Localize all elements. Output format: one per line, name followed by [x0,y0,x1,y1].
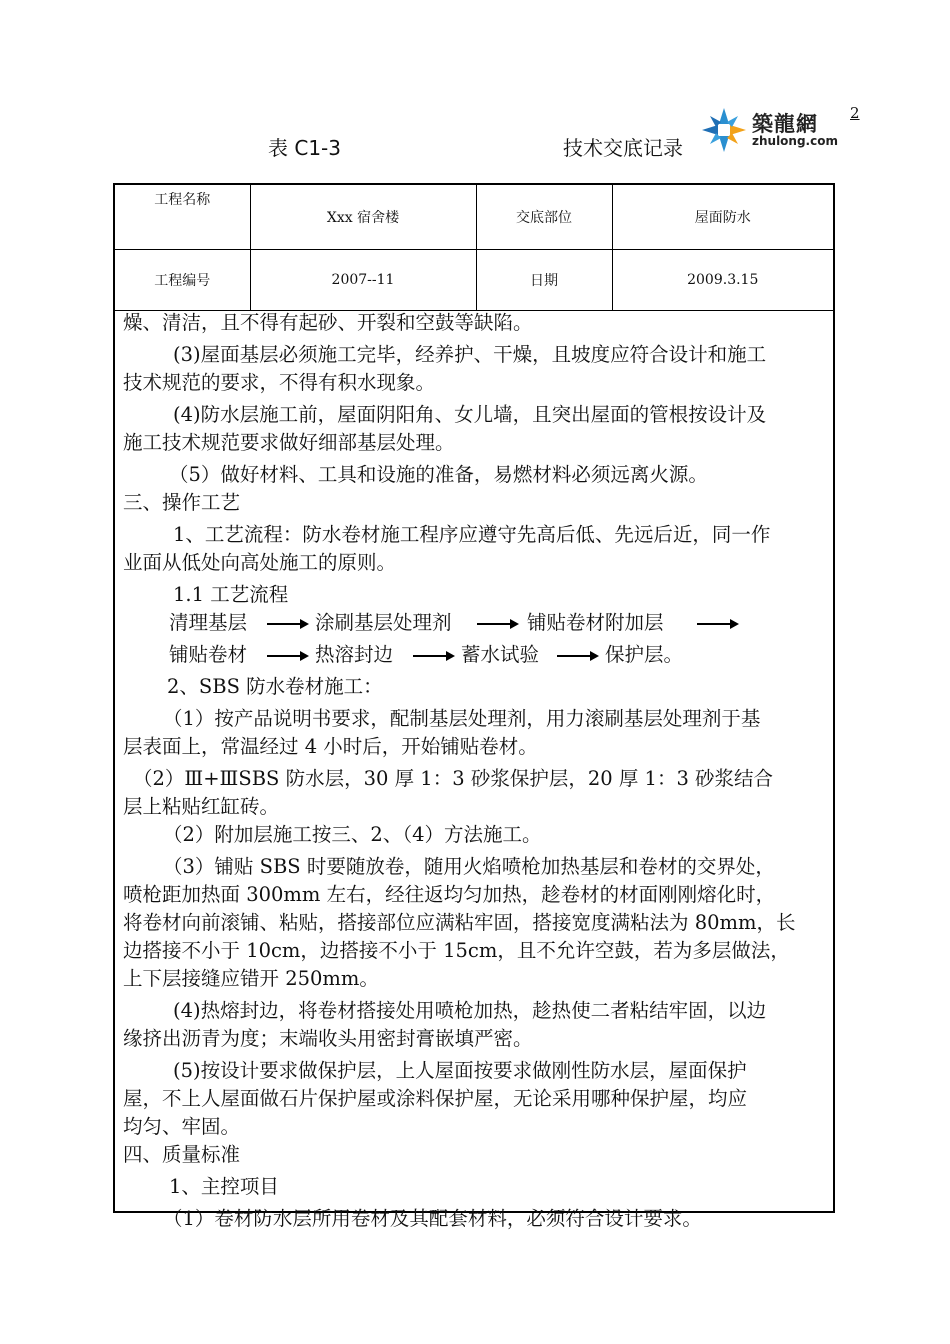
text-line: 技术规范的要求，不得有积水现象。 [123,371,436,394]
arrow-right-icon [477,623,517,625]
flow-step: 铺贴卷材附加层 [527,611,664,634]
process-flow-row-1 [123,609,833,641]
section-heading: 四、质量标准 [123,1143,241,1166]
flow-step: 蓄水试验 [461,643,540,666]
text-line: (5)按设计要求做保护层，上人屋面按要求做刚性防水层，屋面保护 [173,1059,747,1082]
arrow-right-icon [267,655,307,657]
disclosure-content [123,309,833,1233]
text-line: 燥、清洁，且不得有起砂、开裂和空鼓等缺陷。 [123,311,533,334]
date-value: 2009.3.15 [612,250,833,311]
project-name-label: 工程名称 [115,185,250,250]
form-title: 技术交底记录 [563,136,683,160]
text-line: （5）做好材料、工具和设施的准备，易燃材料必须远离火源。 [169,463,708,486]
project-info-table [115,185,833,311]
text-line: 将卷材向前滚铺、粘贴，搭接部位应满粘牢固，搭接宽度满粘法为 80mm，长 [123,911,796,934]
flow-step: 热溶封边 [315,643,394,666]
date-label: 日期 [476,250,612,311]
table-row [115,185,833,250]
text-line: 边搭接不小于 10cm，边搭接不小于 15cm，且不允许空鼓，若为多层做法， [123,939,790,962]
subsection-heading: 1.1 工艺流程 [173,583,289,606]
text-line: （2）附加层施工按三、2、（4）方法施工。 [163,823,542,846]
text-line: 层表面上，常温经过 4 小时后，开始铺贴卷材。 [123,735,538,758]
table-row [115,250,833,311]
flow-step: 铺贴卷材 [169,643,248,666]
page-number: 2 [850,104,860,122]
text-line: (3)屋面基层必须施工完毕，经养护、干燥，且坡度应符合设计和施工 [173,343,767,366]
flow-step: 涂刷基层处理剂 [315,611,452,634]
text-line: 屋，不上人屋面做石片保护屋或涂料保护屋，无论采用哪种保护屋，均应 [123,1087,748,1110]
process-flow-row-2 [123,641,833,673]
text-line: （2）Ⅲ+ⅢSBS 防水层，30 厚 1：3 砂浆保护层，20 厚 1：3 砂浆结合 [133,767,774,790]
text-line: 喷枪距加热面 300mm 左右，经往返均匀加热，趁卷材的材面刚刚熔化时， [123,883,776,906]
text-line: （3）铺贴 SBS 时要随放卷，随用火焰喷枪加热基层和卷材的交界处， [163,855,775,878]
arrow-right-icon [557,655,597,657]
text-line: 施工技术规范要求做好细部基层处理。 [123,431,455,454]
text-line: (4)热熔封边，将卷材搭接处用喷枪加热，趁热使二者粘结牢固，以边 [173,999,767,1022]
text-line: 上下层接缝应错开 250mm。 [123,967,379,990]
text-line: （1）卷材防水层所用卷材及其配套材料，必须符合设计要求。 [163,1207,702,1230]
flow-step: 清理基层 [169,611,248,634]
section-heading: 三、操作工艺 [123,491,241,514]
project-code-value: 2007--11 [250,250,476,311]
arrow-right-icon [697,623,737,625]
project-code-label: 工程编号 [115,250,250,311]
text-line: 业面从低处向高处施工的原则。 [123,551,397,574]
disclosure-part-label: 交底部位 [476,185,612,250]
disclosure-part-value: 屋面防水 [612,185,833,250]
text-line: 缘挤出沥青为度；末端收头用密封膏嵌填严密。 [123,1027,533,1050]
text-line: 均匀、牢固。 [123,1115,241,1138]
text-line: 层上粘贴红缸砖。 [123,795,280,818]
arrow-right-icon [413,655,453,657]
arrow-right-icon [267,623,307,625]
logo-text-chinese: 築龍網 [752,112,818,136]
text-line: (4)防水层施工前，屋面阴阳角、女儿墙，且突出屋面的管根按设计及 [173,403,767,426]
text-line: 1、工艺流程：防水卷材施工程序应遵守先高后低、先远后近，同一作 [173,523,771,546]
document-frame [113,183,835,1230]
logo-text-english: zhulong.com [752,134,838,148]
text-line: （1）按产品说明书要求，配制基层处理剂，用力滚刷基层处理剂于基 [163,707,761,730]
project-name-value: Xxx 宿舍楼 [250,185,476,250]
flow-step: 保护层。 [605,643,684,666]
text-line: 1、主控项目 [169,1175,279,1198]
form-number: 表 C1-3 [268,136,341,160]
text-line: 2、SBS 防水卷材施工： [167,675,383,698]
